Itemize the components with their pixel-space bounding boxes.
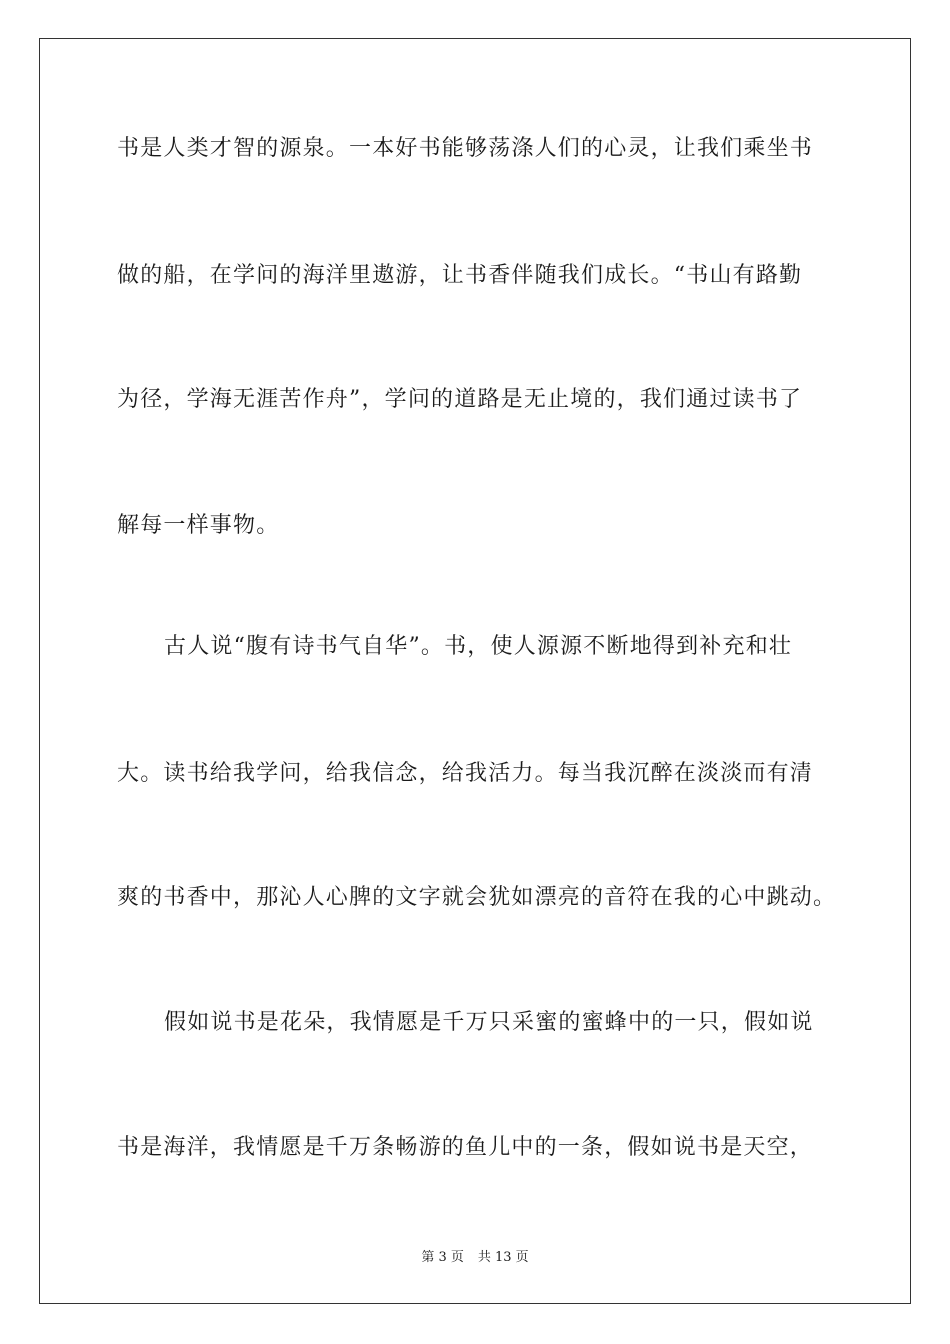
paragraph-first-line: 假如说书是花朵，我情愿是千万只采蜜的蜜蜂中的一只，假如说: [164, 1010, 814, 1035]
text-line: 为径，学海无涯苦作舟”，学问的道路是无止境的，我们通过读书了: [117, 387, 803, 412]
page-footer: [0, 1250, 950, 1266]
text-line: 书是人类才智的源泉。一本好书能够荡涤人们的心灵，让我们乘坐书: [117, 136, 814, 161]
page-border: [39, 38, 911, 1304]
text-line: 书是海洋，我情愿是千万条畅游的鱼儿中的一条，假如说书是天空，: [117, 1135, 814, 1160]
text-line: 大。读书给我学问，给我信念，给我活力。每当我沉醉在淡淡而有清: [117, 761, 814, 786]
page-number-current: 第 3 页: [421, 1250, 464, 1265]
paragraph-first-line: 古人说“腹有诗书气自华”。书，使人源源不断地得到补充和壮: [164, 634, 793, 659]
text-line: 解每一样事物。: [117, 513, 280, 538]
text-line: 做的船，在学问的海洋里遨游，让书香伴随我们成长。“书山有路勤: [117, 263, 803, 288]
text-line: 爽的书香中，那沁人心脾的文字就会犹如漂亮的音符在我的心中跳动。: [117, 885, 837, 910]
page-number-total: 共 13 页: [477, 1250, 529, 1265]
